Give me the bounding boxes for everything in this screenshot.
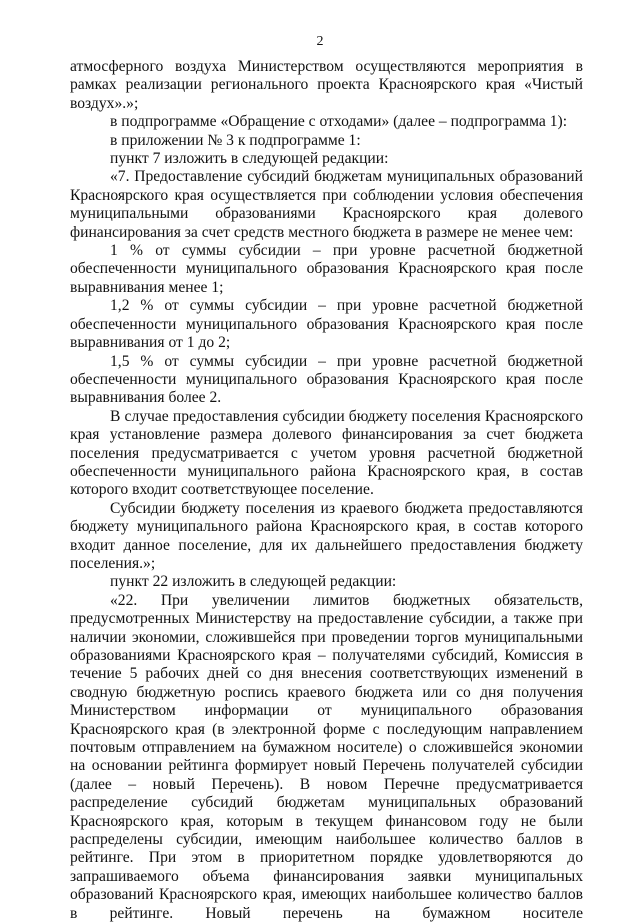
paragraph-subsidy-transfer: Субсидии бюджету поселения из краевого бюджета предоставляются бюджету муниципального района Красноярского края, в состав которого входит данное поселение, для их дальнейшего предоставления бюджету поселения.»; xyxy=(70,499,583,572)
paragraph-item-22-intro: пункт 22 изложить в следующей редакции: xyxy=(110,573,397,591)
document-body xyxy=(70,58,583,923)
paragraph-appendix-3: в приложении № 3 к подпрограмме 1: xyxy=(110,131,361,149)
paragraph-settlement-subsidy: В случае предоставления субсидии бюджету поселения Красноярского края установление размера долевого финансирования за счет бюджета поселения предусматривается с учетом уровня расчетной бюджетной обеспеченности муниципального района Красноярского края, в состав которого входит соответствующее поселение. xyxy=(70,407,583,499)
paragraph-subprogram-waste: в подпрограмме «Обращение с отходами» (далее – подпрограмма 1): xyxy=(110,113,568,131)
paragraph-item-22: «22. При увеличении лимитов бюджетных обязательств, предусмотренных Министерству на предоставление субсидии, а также при наличии экономии, сложившейся при проведении торгов муниципальными образованиями Красноярского края – получателями субсидий, Комиссия в течение 5 рабочих дней со дня внесения соответствующих изменений в сводную бюджетную роспись краевого бюджета или со дня получения Министерством информации от муниципального образования Красноярского края (в электронной форме с последующим направлением почтовым отправлением на бумажном носителе) о сложившейся экономии на основании рейтинга формирует новый Перечень получателей субсидии (далее – новый Перечень). В новом Перечне предусматривается распределение субсидий бюджетам муниципальных образований Красноярского края, которым в текущем финансовом году не были распределены субсидии, имеющим наибольшее количество баллов в рейтинге. При этом в приоритетном порядке удовлетворяются до запрашиваемого объема финансирования заявки муниципальных образований Красноярского края, имеющих наибольшее количество баллов в рейтинге. Новый перечень на бумажном носителе xyxy=(70,591,583,922)
paragraph-item-7: «7. Предоставление субсидий бюджетам муниципальных образований Красноярского края осуществляется при соблюдении условия обеспечения муниципальными образованиями Красноярского края долевого финансирования за счет средств местного бюджета в размере не менее чем: xyxy=(70,168,583,241)
paragraph-rate-1-2-percent: 1,2 % от суммы субсидии – при уровне расчетной бюджетной обеспеченности муниципального образования Красноярского края после выравнивания от 1 до 2; xyxy=(70,297,583,352)
paragraph-rate-1-5-percent: 1,5 % от суммы субсидии – при уровне расчетной бюджетной обеспеченности муниципального образования Красноярского края после выравнивания более 2. xyxy=(70,352,583,407)
paragraph-rate-1-percent: 1 % от суммы субсидии – при уровне расчетной бюджетной обеспеченности муниципального образования Красноярского края после выравнивания менее 1; xyxy=(70,242,583,296)
paragraph-continuation: атмосферного воздуха Министерством осуществляются мероприятия в рамках реализации регионального проекта Красноярского края «Чистый воздух».»; xyxy=(70,58,583,112)
paragraph-item-7-intro: пункт 7 изложить в следующей редакции: xyxy=(110,150,389,168)
page-number: 2 xyxy=(316,34,324,49)
